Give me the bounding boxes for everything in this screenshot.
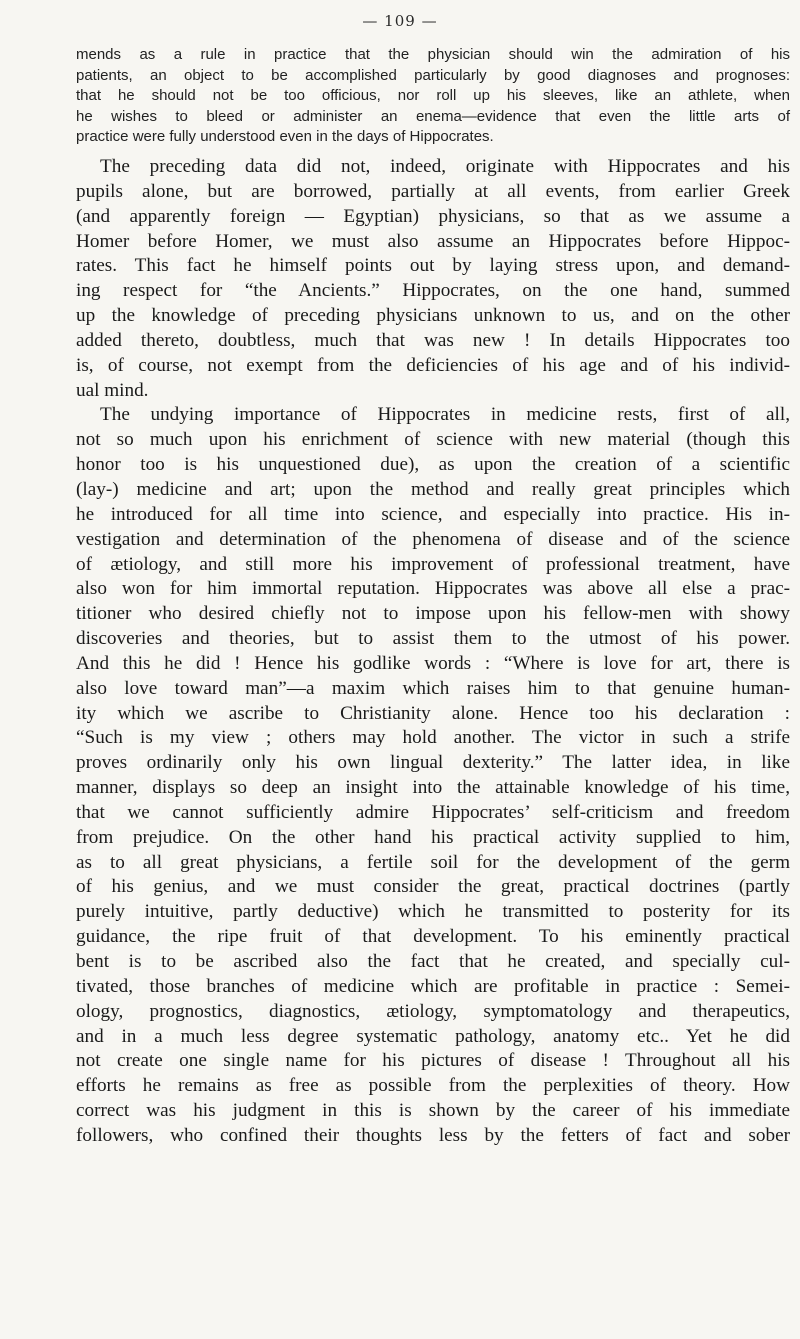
text-line: purely intuitive, partly deductive) which he transmitted to posterity for its	[76, 901, 790, 923]
text-line: (lay-) medicine and art; upon the method and really great principles which	[76, 478, 790, 500]
text-line: tivated, those branches of medicine which are profitable in practice : Semei-	[76, 975, 790, 997]
text-line: Homer before Homer, we must also assume an Hippocrates before Hippoc-	[76, 230, 790, 252]
text-line: is, of course, not exempt from the deficiencies of his age and of his individ-	[76, 354, 790, 376]
text-line: guidance, the ripe fruit of that development. To his eminently practical	[76, 926, 790, 948]
text-line: manner, displays so deep an insight into the attainable knowledge of his time,	[76, 777, 790, 799]
text-line: and in a much less degree systematic pathology, anatomy etc.. Yet he did	[76, 1025, 790, 1047]
text-line: titioner who desired chiefly not to impose upon his fellow-men with showy	[76, 603, 790, 625]
text-line: honor too is his unquestioned due), as upon the creation of a scientific	[76, 454, 790, 476]
text-line: followers, who confined their thoughts less by the fetters of fact and sober	[76, 1124, 790, 1146]
text-line: ing respect for “the Ancients.” Hippocrates, on the one hand, summed	[76, 280, 790, 302]
text-line: that he should not be too officious, nor roll up his sleeves, like an athlete, when	[76, 87, 790, 105]
text-line: (and apparently foreign — Egyptian) physicians, so that as we assume a	[76, 205, 790, 227]
small-print-paragraph	[76, 45, 790, 148]
text-line: also won for him immortal reputation. Hippocrates was above all else a prac-	[76, 578, 790, 600]
text-line: added thereto, doubtless, much that was new ! In details Hippocrates too	[76, 329, 790, 351]
text-line: And this he did ! Hence his godlike words : “Where is love for art, there is	[76, 652, 790, 674]
text-line: “Such is my view ; others may hold another. The victor in such a strife	[76, 727, 790, 749]
text-line: of ætiology, and still more his improvement of professional treatment, have	[76, 553, 790, 575]
text-line: not so much upon his enrichment of science with new material (though this	[76, 429, 790, 451]
text-line: that we cannot sufficiently admire Hippocrates’ self-criticism and freedom	[76, 801, 790, 823]
text-line: The preceding data did not, indeed, originate with Hippocrates and his	[100, 156, 790, 177]
text-line: proves ordinarily only his own lingual dexterity.” The latter idea, in like	[76, 752, 790, 774]
text-line: not create one single name for his pictures of disease ! Throughout all his	[76, 1050, 790, 1072]
text-line: bent is to be ascribed also the fact that he created, and specially cul-	[76, 951, 790, 972]
page-number: — 109 —	[362, 12, 438, 30]
text-line: discoveries and theories, but to assist them to the utmost of his power.	[76, 628, 790, 650]
paragraph-1	[76, 155, 790, 403]
text-line: he introduced for all time into science, and especially into practice. His in-	[76, 503, 790, 525]
text-line: from prejudice. On the other hand his practical activity supplied to him,	[76, 826, 790, 848]
text-line: correct was his judgment in this is shown by the career of his immediate	[76, 1100, 790, 1122]
text-line: rates. This fact he himself points out by laying stress upon, and demand-	[76, 255, 790, 277]
text-line: ity which we ascribe to Christianity alone. Hence too his declaration :	[76, 702, 790, 724]
text-line: ual mind.	[76, 379, 149, 401]
text-line: up the knowledge of preceding physicians unknown to us, and on the other	[76, 305, 790, 327]
text-line: efforts he remains as free as possible from the perplexities of theory. How	[76, 1075, 790, 1097]
text-line: as to all great physicians, a fertile soil for the development of the germ	[76, 851, 790, 873]
text-line: mends as a rule in practice that the physician should win the admiration of his	[76, 46, 790, 63]
text-line: ology, prognostics, diagnostics, ætiology, symptomatology and therapeutics,	[76, 1000, 790, 1022]
text-line: The undying importance of Hippocrates in medicine rests, first of all,	[100, 404, 790, 426]
text-line: he wishes to bleed or administer an enema—evidence that even the little arts of	[76, 107, 790, 125]
text-line: practice were fully understood even in the days of Hippocrates.	[76, 128, 494, 146]
text-line: pupils alone, but are borrowed, partially at all events, from earlier Greek	[76, 180, 790, 202]
text-line: also love toward man”—a maxim which raises him to that genuine human-	[76, 677, 790, 699]
main-text	[76, 155, 790, 1149]
paragraph-2	[76, 403, 790, 1148]
text-line: of his genius, and we must consider the great, practical doctrines (partly	[76, 876, 790, 898]
text-line: patients, an object to be accomplished particularly by good diagnoses and prognoses:	[76, 66, 790, 84]
text-line: vestigation and determination of the phenomena of disease and of the science	[76, 528, 790, 550]
